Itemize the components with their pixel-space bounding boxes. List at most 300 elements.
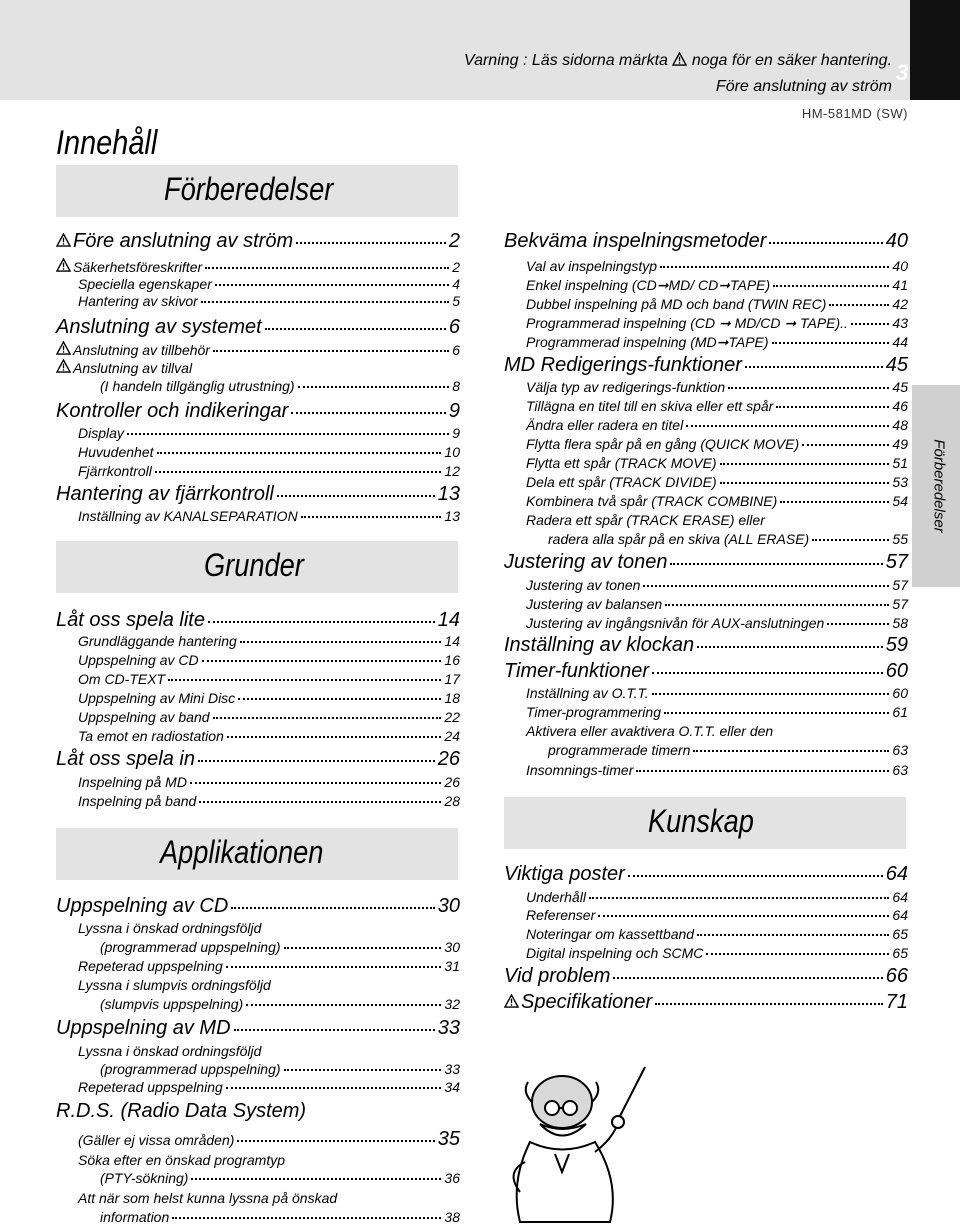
leader-dots [213,717,442,719]
toc-heading [56,609,460,632]
toc-entry [526,512,908,528]
section-band-grunder [56,541,458,593]
toc-page-number: 26 [437,748,460,770]
toc-entry [78,671,460,687]
leader-dots [697,646,883,648]
toc-page-number: 32 [444,996,460,1012]
leader-dots [827,623,889,625]
toc-entry [526,258,908,274]
leader-dots [237,1140,434,1142]
leader-dots [265,328,446,330]
leader-dots [226,966,442,968]
warning-suffix: noga för en säker hantering. [691,52,892,69]
toc-entry-title: (slumpvis uppspelning) [100,996,244,1012]
leader-dots [296,242,446,244]
toc-entry-title: Hantering av fjärrkontroll [56,483,274,505]
toc-page-number: 59 [885,634,908,656]
toc-page-number: 2 [448,230,460,252]
section-title-forberedelser: Förberedelser [164,171,334,207]
leader-dots [240,641,442,643]
leader-dots [652,672,883,674]
toc-entry-title: Låt oss spela in [56,748,195,770]
toc-entry [100,1061,460,1077]
toc-heading [504,991,908,1014]
leader-dots [226,1087,442,1089]
leader-dots [655,1003,883,1005]
toc-entry-title: Enkel inspelning (CD➞MD/ CD➞TAPE) [526,277,771,293]
toc-entry-title: Lyssna i önskad ordningsföljd [78,1043,262,1059]
leader-dots [829,304,889,306]
toc-entry-title: Dubbel inspelning på MD och band (TWIN REC) [526,296,827,312]
toc-page-number: 31 [444,958,460,974]
warning-icon [56,258,71,272]
section-band-kunskap [504,797,906,849]
toc-entry [78,293,460,309]
toc-entry-title: Programmerad inspelning (CD ➞ MD/CD ➞ TAPE).. [526,315,848,331]
toc-page-number: 57 [892,577,908,593]
section-title-applikationen: Applikationen [160,834,324,870]
toc-page-number: 9 [448,400,460,422]
toc-entry-title: Referenser [526,907,596,923]
leader-dots [728,387,889,389]
toc-page-number: 13 [437,483,460,505]
leader-dots [693,750,889,752]
leader-dots [686,425,889,427]
toc-entry-title: Justering av balansen [526,596,663,612]
toc-entry [526,907,908,923]
section-band-forberedelser [56,165,458,217]
toc-entry [526,615,908,631]
toc-page-number: 60 [892,685,908,701]
toc-heading [504,230,908,253]
leader-dots [246,1004,441,1006]
toc-entry-title: Fjärrkontroll [78,463,152,479]
toc-page-number: 13 [444,508,460,524]
toc-entry-title: Grundläggande hantering [78,633,237,649]
page-title: Innehåll [56,124,158,162]
toc-entry [526,762,908,778]
toc-page-number: 57 [892,596,908,612]
toc-entry-title: Flytta ett spår (TRACK MOVE) [526,455,717,471]
page-number-box [910,0,960,100]
leader-dots [157,452,442,454]
toc-entry-title: Repeterad uppspelning [78,958,223,974]
leader-dots [780,501,889,503]
toc-entry-title: Inspelning på band [78,793,197,809]
toc-page-number: 43 [892,315,908,331]
toc-page-number: 14 [437,609,460,631]
toc-entry [78,690,460,706]
toc-entry [56,258,460,275]
toc-entry [526,685,908,701]
leader-dots [660,266,889,268]
toc-entry [526,315,908,332]
toc-page-number: 49 [892,436,908,452]
page-number: 3 [896,60,909,85]
toc-entry [78,463,460,479]
leader-dots [636,770,889,772]
toc-entry [78,920,460,936]
toc-entry-title: R.D.S. (Radio Data System) [56,1100,307,1122]
toc-entry [526,596,908,612]
toc-page-number: 2 [452,259,460,275]
warning-icon [56,233,71,247]
leader-dots [706,953,889,955]
leader-dots [213,350,449,352]
toc-page-number: 46 [892,398,908,414]
toc-page-number: 26 [444,774,460,790]
toc-entry-title: Anslutning av systemet [56,316,262,338]
side-tab [912,385,960,587]
toc-page-number: 30 [437,895,460,917]
toc-heading [504,863,908,886]
toc-heading [56,400,460,423]
toc-entry-title: MD Redigerings-funktioner [504,354,742,376]
leader-dots [201,301,449,303]
toc-entry-title: Display [78,425,124,441]
leader-dots [613,977,882,979]
leader-dots [664,712,889,714]
leader-dots [155,471,442,473]
toc-entry [526,296,908,312]
warning-line [464,52,892,70]
toc-entry [78,1079,460,1095]
leader-dots [168,679,441,681]
toc-entry [526,474,908,490]
toc-page-number: 48 [892,417,908,433]
toc-entry-title: Anslutning av tillbehör [73,342,210,358]
leader-dots [745,366,883,368]
toc-page-number: 66 [885,965,908,987]
toc-entry-title: Justering av tonen [504,551,668,573]
toc-heading [504,965,908,988]
toc-entry-title: (programmerad uppspelning) [100,939,281,955]
toc-page-number: 41 [892,277,908,293]
leader-dots [215,284,449,286]
toc-heading [504,354,908,377]
toc-entry [526,417,908,433]
toc-entry-title: Huvudenhet [78,444,154,460]
leader-dots [231,907,434,909]
toc-entry-title: Tillägna en titel till en skiva eller ett spår [526,398,774,414]
toc-entry [78,444,460,460]
toc-page-number: 42 [892,296,908,312]
leader-dots [172,1217,441,1219]
toc-page-number: 71 [885,991,908,1013]
toc-entry [78,508,460,524]
toc-page-number: 44 [892,334,908,350]
toc-entry-title: Programmerad inspelning (MD➞TAPE) [526,334,769,350]
toc-entry-title: Lyssna i önskad ordningsföljd [78,920,262,936]
leader-dots [670,563,882,565]
leader-dots [127,433,449,435]
toc-page-number: 65 [892,926,908,942]
toc-page-number: 45 [892,379,908,395]
toc-page-number: 38 [444,1209,460,1225]
toc-entry-title: Kontroller och indikeringar [56,400,289,422]
toc-page-number: 33 [444,1061,460,1077]
side-tab-label: Förberedelser [930,439,948,533]
toc-entry-title: (I handeln tillgänglig utrustning) [100,378,295,394]
warning-icon [56,341,71,355]
toc-page-number: 34 [444,1079,460,1095]
section-band-applikationen [56,828,458,880]
toc-page-number: 58 [892,615,908,631]
leader-dots [301,516,442,518]
toc-entry [548,531,908,547]
toc-entry-title: Inspelning på MD [78,774,187,790]
toc-entry-title: Viktiga poster [504,863,625,885]
leader-dots [284,947,442,949]
toc-page-number: 18 [444,690,460,706]
toc-entry-title: Kombinera två spår (TRACK COMBINE) [526,493,778,509]
leader-dots [202,660,442,662]
toc-entry-title: Ändra eller radera en titel [526,417,684,433]
leader-dots [802,444,889,446]
warning-icon [672,52,687,66]
leader-dots [720,482,890,484]
toc-entry [526,704,908,720]
toc-entry [78,1190,460,1206]
toc-page-number: 28 [444,793,460,809]
leader-dots [191,1178,441,1180]
toc-entry-title: (PTY-sökning) [100,1170,189,1186]
toc-page-number: 24 [444,728,460,744]
toc-entry-title: Inställning av KANALSEPARATION [78,508,298,524]
toc-entry-title: Hantering av skivor [78,293,198,309]
toc-page-number: 57 [885,551,908,573]
toc-page-number: 65 [892,945,908,961]
toc-page-number: 53 [892,474,908,490]
toc-page-number: 12 [444,463,460,479]
toc-entry-title: radera alla spår på en skiva (ALL ERASE) [548,531,810,547]
toc-page-number: 61 [892,704,908,720]
toc-page-number: 64 [885,863,908,885]
toc-page-number: 64 [892,889,908,905]
leader-dots [628,875,883,877]
toc-entry-title: information [100,1209,170,1225]
toc-entry-title: Insomnings-timer [526,762,634,778]
toc-page-number: 60 [885,660,908,682]
toc-heading [504,551,908,574]
toc-entry-title: Uppspelning av MD [56,1017,231,1039]
toc-entry [78,276,460,292]
toc-entry-title: Justering av tonen [526,577,641,593]
toc-entry [56,341,460,358]
professor-illustration [500,1062,680,1227]
leader-dots [769,242,882,244]
section-title-grunder: Grunder [204,547,304,583]
toc-entry-title: Vid problem [504,965,611,987]
toc-entry [78,977,460,993]
toc-page-number: 16 [444,652,460,668]
toc-entry-title: Specifikationer [521,991,653,1013]
toc-heading [56,483,460,506]
toc-entry [526,436,908,452]
toc-page-number: 10 [444,444,460,460]
toc-entry-title: Låt oss spela lite [56,609,205,631]
toc-entry [78,728,460,744]
toc-entry-title: Bekväma inspelningsmetoder [504,230,767,252]
toc-entry-title: (Gäller ej vissa områden) [78,1132,235,1148]
toc-entry [78,1128,460,1151]
toc-entry-title: Anslutning av tillval [73,360,193,376]
leader-dots [238,698,441,700]
toc-entry-title: Dela ett spår (TRACK DIVIDE) [526,474,717,490]
leader-dots [812,539,889,541]
leader-dots [277,495,435,497]
toc-page-number: 17 [444,671,460,687]
toc-entry-title: Före anslutning av ström [73,230,294,252]
leader-dots [665,604,889,606]
warning-icon [504,994,519,1008]
toc-entry [78,958,460,974]
toc-entry-title: Timer-funktioner [504,660,650,682]
toc-entry [78,425,460,441]
toc-heading [56,230,460,253]
toc-entry [56,359,460,376]
toc-page-number: 63 [892,762,908,778]
toc-entry-title: Digital inspelning och SCMC [526,945,704,961]
header-section: Före anslutning av ström [715,78,892,95]
leader-dots [190,782,441,784]
toc-page-number: 40 [885,230,908,252]
toc-entry [526,334,908,351]
toc-entry-title: Justering av ingångsnivån för AUX-anslutningen [526,615,825,631]
toc-entry [78,633,460,649]
toc-entry [526,277,908,294]
toc-entry [100,996,460,1012]
toc-page-number: 35 [437,1128,460,1150]
leader-dots [284,1069,442,1071]
toc-entry-title: Lyssna i slumpvis ordningsföljd [78,977,271,993]
toc-page-number: 33 [437,1017,460,1039]
toc-entry [526,493,908,509]
warning-icon [56,359,71,373]
toc-entry-title: Radera ett spår (TRACK ERASE) eller [526,512,765,528]
toc-entry-title: Speciella egenskaper [78,276,212,292]
leader-dots [199,801,441,803]
toc-entry [526,379,908,395]
toc-heading [56,748,460,771]
toc-page-number: 9 [452,425,460,441]
leader-dots [208,621,435,623]
toc-heading [504,634,908,657]
toc-entry [78,793,460,809]
toc-entry-title: (programmerad uppspelning) [100,1061,281,1077]
toc-entry [100,1209,460,1225]
toc-entry-title: Inställning av klockan [504,634,695,656]
toc-entry [548,742,908,758]
toc-entry [100,939,460,955]
toc-page-number: 45 [885,354,908,376]
toc-entry-title: Uppspelning av band [78,709,210,725]
toc-page-number: 64 [892,907,908,923]
toc-entry-title: Flytta flera spår på en gång (QUICK MOVE) [526,436,800,452]
toc-page-number: 14 [444,633,460,649]
toc-entry-title: programmerade timern [548,742,691,758]
leader-dots [772,342,890,344]
toc-entry-title: Söka efter en önskad programtyp [78,1152,286,1168]
toc-page-number: 51 [892,455,908,471]
toc-entry-title: Uppspelning av Mini Disc [78,690,236,706]
toc-entry-title: Välja typ av redigerings-funktion [526,379,726,395]
toc-entry [526,398,908,414]
leader-dots [198,760,435,762]
leader-dots [697,934,889,936]
toc-entry-title: Aktivera eller avaktivera O.T.T. eller den [526,723,774,739]
leader-dots [652,693,890,695]
toc-heading [56,1017,460,1040]
leader-dots [205,267,449,269]
toc-heading [56,316,460,339]
toc-entry [526,926,908,942]
toc-entry [526,577,908,593]
toc-page-number: 5 [452,293,460,309]
toc-page-number: 54 [892,493,908,509]
toc-entry [78,1043,460,1059]
toc-entry-title: Om CD-TEXT [78,671,166,687]
toc-entry [526,455,908,471]
toc-entry-title: Noteringar om kassettband [526,926,695,942]
leader-dots [851,323,889,325]
toc-heading [56,895,460,918]
toc-entry-title: Uppspelning av CD [78,652,199,668]
toc-entry [78,1152,460,1168]
toc-entry-title: Underhåll [526,889,586,905]
leader-dots [773,285,889,287]
toc-entry [526,945,908,961]
toc-entry [78,709,460,725]
model-number: HM-581MD (SW) [801,106,908,121]
toc-entry-title: Ta emot en radiostation [78,728,224,744]
toc-page-number: 36 [444,1170,460,1186]
toc-entry-title: Timer-programmering [526,704,661,720]
leader-dots [589,897,889,899]
leader-dots [598,915,889,917]
toc-page-number: 63 [892,742,908,758]
warning-prefix: Varning : Läs sidorna märkta [464,52,668,69]
toc-entry-title: Att när som helst kunna lyssna på önskad [78,1190,338,1206]
toc-heading [56,1100,460,1123]
section-title-kunskap: Kunskap [648,803,754,839]
toc-entry-title: Inställning av O.T.T. [526,685,649,701]
toc-entry [526,723,908,739]
leader-dots [776,406,889,408]
leader-dots [234,1029,435,1031]
toc-entry [100,378,460,394]
toc-page-number: 8 [452,378,460,394]
toc-entry-title: Val av inspelningstyp [526,258,658,274]
leader-dots [720,463,890,465]
toc-page-number: 6 [448,316,460,338]
toc-page-number: 40 [892,258,908,274]
toc-entry [100,1170,460,1186]
toc-entry-title: Uppspelning av CD [56,895,229,917]
leader-dots [298,386,450,388]
toc-entry [526,889,908,905]
toc-entry-title: Repeterad uppspelning [78,1079,223,1095]
toc-heading [504,660,908,683]
toc-page-number: 22 [444,709,460,725]
toc-entry [78,652,460,668]
toc-page-number: 4 [452,276,460,292]
toc-entry [78,774,460,790]
leader-dots [227,736,442,738]
toc-page-number: 30 [444,939,460,955]
toc-page-number: 6 [452,342,460,358]
toc-page-number: 55 [892,531,908,547]
